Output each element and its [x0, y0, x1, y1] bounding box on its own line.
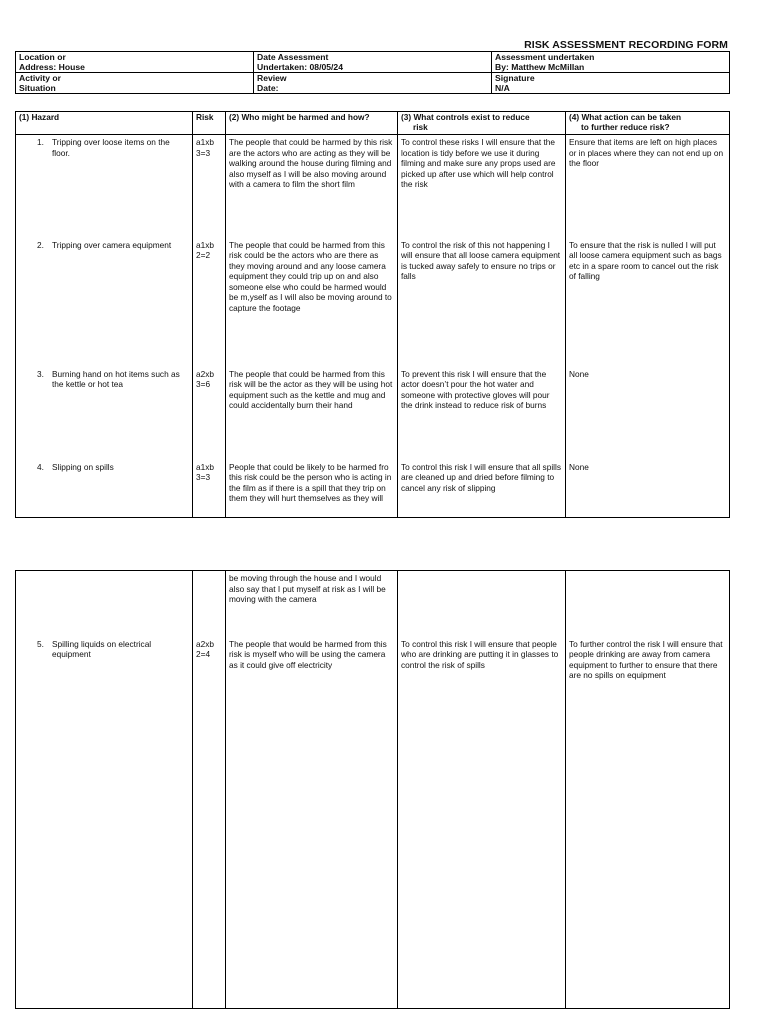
- who-column-header: (2) Who might be harmed and how?: [226, 112, 398, 135]
- who-harmed-text: The people that would be harmed from this risk is myself who will be using the camera as it could give off electricity: [226, 637, 398, 1009]
- who-harmed-text: The people that could be harmed from this risk will be the actor as they will be using hot equipment such as the kettle and mug and could accidentally burn their hand: [226, 367, 398, 460]
- table-row: [16, 637, 730, 1009]
- row-number: 3.: [37, 368, 44, 379]
- row-number: 5.: [37, 638, 44, 649]
- hazard-text: Slipping on spills: [52, 461, 114, 472]
- action-text: To ensure that the risk is nulled I will put all loose camera equipment such as bags etc in a spare room to cancel out the risk of falling: [566, 238, 730, 367]
- risk-rating: a1xb 3=3: [193, 135, 226, 238]
- controls-text: To control the risk of this not happening I will ensure that all loose camera equipment is tucked away safely to ensure no trips or falls: [398, 238, 566, 367]
- risk-table: [15, 111, 730, 518]
- table-row: [16, 238, 730, 367]
- hazard-text: Tripping over camera equipment: [52, 239, 172, 250]
- row-number: 4.: [37, 461, 44, 472]
- table-row: [16, 367, 730, 460]
- hazard-text: Spilling liquids on electrical equipment: [52, 638, 152, 660]
- table-row: [16, 135, 730, 238]
- action-text: To further control the risk I will ensure that people drinking are away from camera equipment to further to ensure that there are no spills on equipment: [566, 637, 730, 1009]
- risk-table-continued: [15, 570, 730, 1009]
- controls-text: To control this risk I will ensure that people who are drinking are putting it in glasses to control the risk of spills: [398, 637, 566, 1009]
- risk-column-header: Risk: [193, 112, 226, 135]
- form-title: RISK ASSESSMENT RECORDING FORM: [524, 39, 728, 51]
- controls-header-line1: (3) What controls exist to reduce: [401, 112, 530, 122]
- who-harmed-continued-text: be moving through the house and I would also say that I put myself at risk as I will be moving with the camera: [226, 571, 398, 637]
- controls-header-line2: risk: [413, 121, 428, 132]
- action-header-line2: to further reduce risk?: [581, 121, 670, 132]
- controls-text: To control this risk I will ensure that all spills are cleaned up and dried before filming to cancel any risk of slipping: [398, 460, 566, 518]
- controls-text: To prevent this risk I will ensure that the actor doesn’t pour the hot water and someone with protective gloves will pour the drink instead to reduce risk of burns: [398, 367, 566, 460]
- date-assessment-label: Date Assessment Undertaken: 08/05/24: [257, 52, 343, 72]
- who-harmed-text: The people that could be harmed by this risk are the actors who are acting as they will be walking around the house during filming and also myself as I will be also moving around with a camera to film the short film: [226, 135, 398, 238]
- review-label: Review Date:: [257, 73, 287, 93]
- action-text: Ensure that items are left on high places or in places where they can not end up on the floor: [566, 135, 730, 238]
- location-label: Location or Address: House: [19, 52, 85, 72]
- who-harmed-text: [226, 460, 398, 518]
- activity-cell: [16, 73, 254, 94]
- hazard-text: Burning hand on hot items such as the kettle or hot tea: [52, 368, 180, 390]
- row-number: 1.: [37, 137, 44, 147]
- hazard-column-header: (1) Hazard: [16, 112, 193, 135]
- action-column-header: [566, 112, 730, 135]
- action-header-line1: (4) What action can be taken: [569, 112, 682, 122]
- who-harmed-text: The people that could be harmed from this risk could be the actors who are there as they moving around and any loose camera equipment they could trip up on and also someone else who could be harmed would be m,yself as I will also be moving around to capture the footage: [226, 238, 398, 367]
- signature-cell: [492, 73, 730, 94]
- assessment-by-label: Assessment undertaken By: Matthew McMillan: [495, 52, 595, 72]
- activity-label: Activity or Situation: [19, 73, 62, 93]
- controls-column-header: [398, 112, 566, 135]
- hazard-text: Tripping over loose items on the floor.: [52, 137, 170, 158]
- controls-text: To control these risks I will ensure that the location is tidy before we use it during filming and make sure any props used are picked up after use which will help control the risk: [398, 135, 566, 238]
- risk-rating: a2xb 2=4: [193, 637, 226, 1009]
- table-row: [16, 571, 730, 637]
- risk-rating: a1xb 3=3: [193, 460, 226, 518]
- action-text: None: [566, 367, 730, 460]
- risk-rating: a1xb 2=2: [193, 238, 226, 367]
- assessment-by-cell: [492, 52, 730, 73]
- signature-label: Signature N/A: [495, 73, 535, 93]
- row-number: 2.: [37, 239, 44, 250]
- review-cell: [254, 73, 492, 94]
- table-row: [16, 460, 730, 518]
- date-assessment-cell: [254, 52, 492, 73]
- action-text: None: [566, 460, 730, 518]
- assessment-info-table: [15, 51, 730, 94]
- who-harmed-clip: People that could be likely to be harmed fro this risk could be the person who is acting in the film as if there is a spill that they trip on them they will hurt themselves as they will: [229, 461, 392, 504]
- risk-rating: a2xb 3=6: [193, 367, 226, 460]
- location-cell: [16, 52, 254, 73]
